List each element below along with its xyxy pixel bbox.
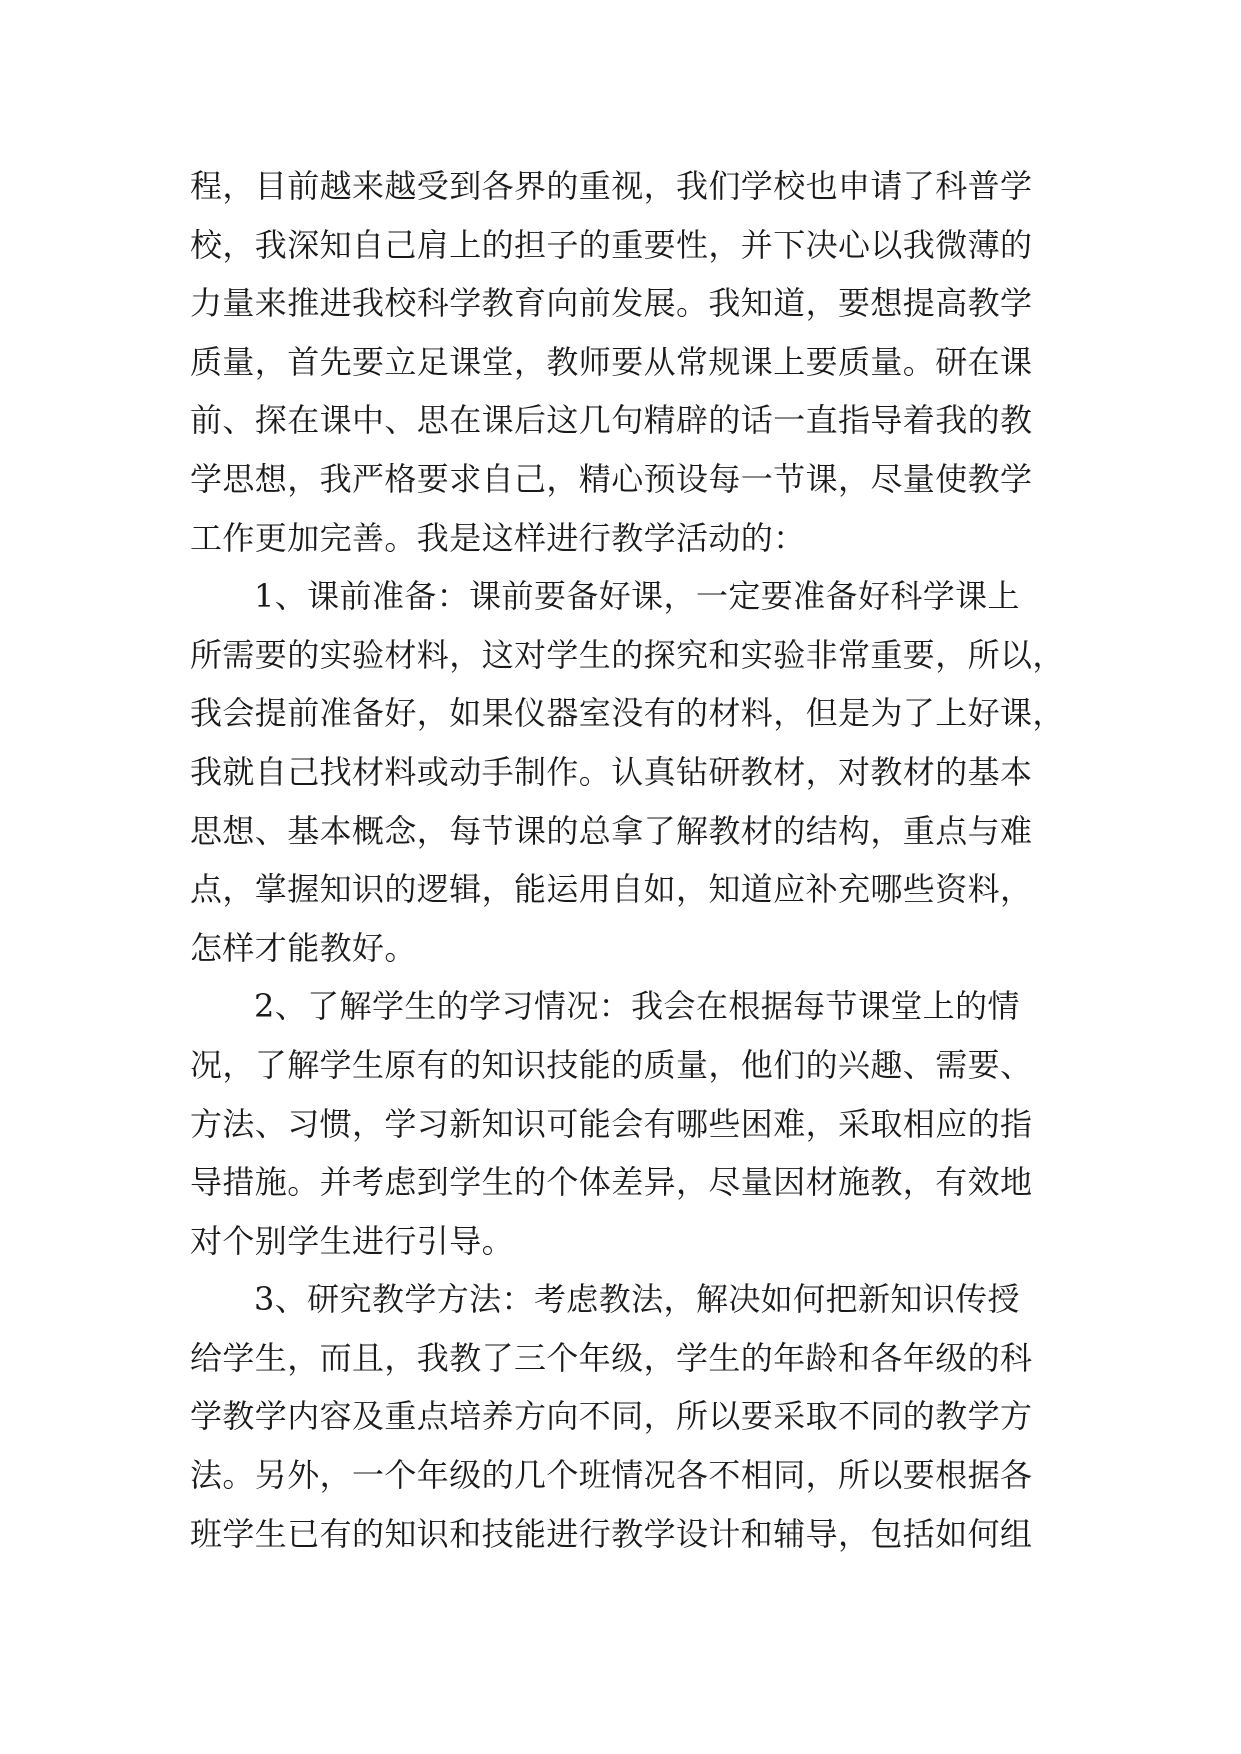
text-line: 力量来推进我校科学教育向前发展。我知道，要想提高教学: [190, 284, 1033, 323]
text-line: 怎样才能教好。: [190, 928, 417, 967]
text-line: 我就自己找材料或动手制作。认真钻研教材，对教材的基本: [190, 752, 1033, 791]
text-line: 工作更加完善。我是这样进行教学活动的：: [190, 518, 806, 557]
paragraph-3-first-line: 3、研究教学方法：考虑教法，解决如何把新知识传授: [254, 1280, 1020, 1319]
text-line: 况，了解学生原有的知识技能的质量，他们的兴趣、需要、: [190, 1045, 1033, 1084]
paragraph-1-first-line: 1、课前准备：课前要备好课，一定要准备好科学课上: [254, 577, 1020, 616]
text-line: 法。另外，一个年级的几个班情况各不相同，所以要根据各: [190, 1456, 1033, 1495]
text-line: 我会提前准备好，如果仪器室没有的材料，但是为了上好课，: [190, 694, 1065, 733]
text-line: 质量，首先要立足课堂，教师要从常规课上要质量。研在课: [190, 342, 1033, 381]
text-line: 方法、习惯，学习新知识可能会有哪些困难，采取相应的指: [190, 1104, 1033, 1143]
document-body: [190, 157, 1070, 1563]
text-line: 思想、基本概念，每节课的总拿了解教材的结构，重点与难: [190, 811, 1033, 850]
text-line: 前、探在课中、思在课后这几句精辟的话一直指导着我的教: [190, 401, 1033, 440]
text-line: 程，目前越来越受到各界的重视，我们学校也申请了科普学: [190, 167, 1033, 205]
text-line: 点，掌握知识的逻辑，能运用自如，知道应补充哪些资料，: [190, 870, 1033, 909]
text-line: 对个别学生进行引导。: [190, 1221, 515, 1260]
text-line: 导措施。并考虑到学生的个体差异，尽量因材施教，有效地: [190, 1163, 1033, 1202]
text-line: 所需要的实验材料，这对学生的探究和实验非常重要，所以，: [190, 635, 1065, 674]
text-line: 班学生已有的知识和技能进行教学设计和辅导，包括如何组: [190, 1514, 1033, 1553]
text-line: 学教学内容及重点培养方向不同，所以要采取不同的教学方: [190, 1397, 1033, 1436]
paragraph-2-first-line: 2、了解学生的学习情况：我会在根据每节课堂上的情: [254, 987, 1020, 1026]
text-line: 给学生，而且，我教了三个年级，学生的年龄和各年级的科: [190, 1338, 1033, 1377]
text-line: 学思想，我严格要求自己，精心预设每一节课，尽量使教学: [190, 459, 1033, 498]
text-line: 校，我深知自己肩上的担子的重要性，并下决心以我微薄的: [190, 225, 1033, 264]
